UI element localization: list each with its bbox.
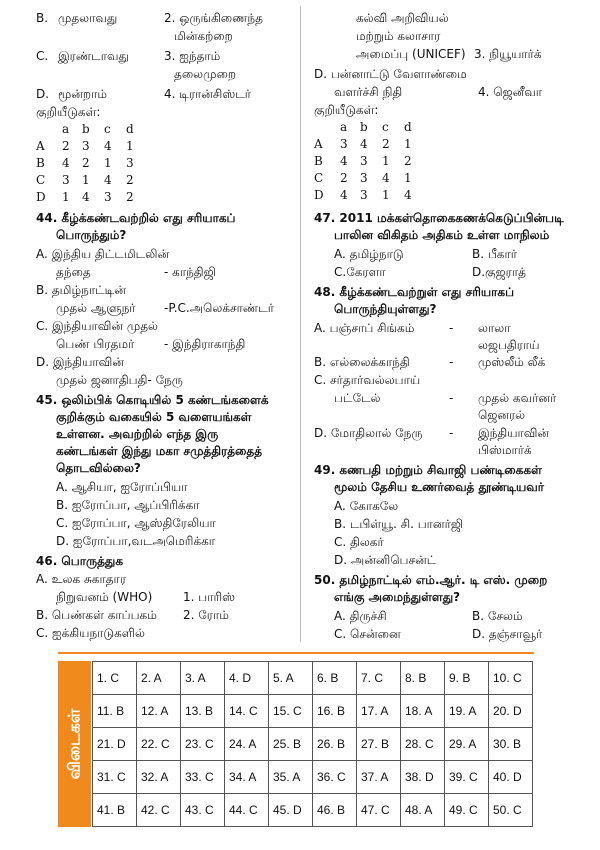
codes-cell: 4 bbox=[404, 188, 412, 202]
answer-cell: 41. B bbox=[93, 794, 137, 827]
option-c-match: முதல் கவர்னர் bbox=[478, 391, 557, 405]
answer-cell: 3. A bbox=[181, 662, 225, 695]
answer-cell: 1. C bbox=[93, 662, 137, 695]
option-d: D. மோதிலால் நேரு bbox=[314, 426, 423, 440]
codes-cell: 1 bbox=[62, 190, 70, 204]
answer-cell: 40. D bbox=[489, 761, 533, 794]
answer-cell: 13. B bbox=[181, 695, 225, 728]
answer-key-rule bbox=[58, 652, 534, 654]
question-44-cont: பொருந்தும்? bbox=[56, 228, 127, 242]
answer-cell: 2. A bbox=[137, 662, 181, 695]
answer-cell: 16. B bbox=[313, 695, 357, 728]
answer-cell: 6. B bbox=[313, 662, 357, 695]
option-d-match: இந்தியாவின் bbox=[478, 426, 550, 440]
option-separator: - bbox=[449, 321, 454, 335]
option-match: மின்கற்றை bbox=[174, 29, 233, 43]
codes-cell: 4 bbox=[340, 188, 348, 202]
answer-cell: 35. A bbox=[269, 761, 313, 794]
codes-row-label: B bbox=[314, 154, 323, 168]
answer-cell: 20. D bbox=[489, 695, 533, 728]
option-b: B. பெண்கள் காப்பகம் bbox=[36, 608, 157, 622]
codes-cell: 1 bbox=[404, 137, 412, 151]
question-45-cont: கண்டங்கள் இந்து மகா சமுத்திரத்தைத் bbox=[56, 444, 263, 458]
codes-header: d bbox=[126, 122, 134, 136]
answer-cell: 36. C bbox=[313, 761, 357, 794]
codes-cell: 3 bbox=[360, 154, 368, 168]
codes-row-label: D bbox=[36, 190, 46, 204]
question-49: 49. கணபதி மற்றும் சிவாஜி பண்டிகைகள் bbox=[314, 463, 542, 477]
codes-cell: 1 bbox=[104, 156, 112, 170]
question-45-cont: குறிக்கும் வகையில் 5 வளையங்கள் bbox=[56, 410, 252, 424]
codes-cell: 1 bbox=[382, 154, 390, 168]
question-50-cont: எங்கு அமைந்துள்ளது? bbox=[334, 590, 461, 604]
option-c: C. ஐக்கியநாடுகளில் bbox=[36, 626, 146, 640]
option-d: D. பன்னாட்டு வேளாண்மை bbox=[314, 67, 467, 81]
option-a-match: லாலா bbox=[478, 321, 511, 335]
answer-cell: 26. B bbox=[313, 728, 357, 761]
question-46: 46. பொருத்துக bbox=[36, 554, 123, 568]
option-separator: - bbox=[449, 355, 454, 369]
option-b-match: -P.C.அலெக்சாண்டர் bbox=[164, 301, 275, 315]
codes-cell: 3 bbox=[360, 171, 368, 185]
codes-header: c bbox=[104, 122, 111, 136]
option-match: 3. ஐந்தாம் bbox=[164, 49, 221, 63]
option-a: A. கோகலே bbox=[334, 499, 399, 513]
codes-header: a bbox=[62, 122, 70, 136]
option-b: B. தமிழ்நாட்டின் bbox=[36, 283, 126, 297]
codes-row-label: A bbox=[36, 139, 45, 153]
answer-cell: 4. D bbox=[225, 662, 269, 695]
answer-cell: 14. C bbox=[225, 695, 269, 728]
codes-cell: 1 bbox=[404, 171, 412, 185]
codes-header: b bbox=[82, 122, 90, 136]
codes-cell: 2 bbox=[82, 156, 90, 170]
option-c: C. திலகர் bbox=[334, 535, 384, 549]
codes-cell: 2 bbox=[404, 154, 412, 168]
answer-cell: 39. C bbox=[445, 761, 489, 794]
codes-row-label: C bbox=[36, 173, 46, 187]
codes-row-label: C bbox=[314, 171, 324, 185]
question-44: 44. கீழ்க்கண்டவற்றில் எது சரியாகப் bbox=[36, 211, 236, 225]
answer-key bbox=[58, 652, 536, 835]
option-a: A. பஞ்சாப் சிங்கம் bbox=[314, 321, 415, 335]
option-a: A. உலக சுகாதார bbox=[36, 572, 127, 586]
codes-cell: 3 bbox=[126, 156, 134, 170]
question-50: 50. தமிழ்நாட்டில் எம்.ஆர். டி எஸ். முறை bbox=[314, 573, 548, 587]
codes-cell: 3 bbox=[360, 188, 368, 202]
option-b-cont: முதல் ஆளுநர் bbox=[56, 301, 136, 315]
answer-cell: 17. A bbox=[357, 695, 401, 728]
answer-cell: 27. B bbox=[357, 728, 401, 761]
option-d: D.குஜராத் bbox=[472, 265, 526, 279]
option-a: A. திருச்சி bbox=[334, 609, 387, 623]
answer-row bbox=[93, 794, 533, 827]
option-a-cont: நிறுவனம் (WHO) bbox=[56, 590, 153, 604]
option-c: C. சென்னை bbox=[334, 627, 401, 641]
option-c-cont: பட்டேல் bbox=[334, 391, 381, 405]
question-45-cont: உள்ளன. அவற்றில் எந்த இரு bbox=[56, 427, 219, 441]
question-47-cont: பாலின விகிதம் அதிகம் உள்ள மாநிலம் bbox=[334, 228, 550, 242]
answer-cell: 44. C bbox=[225, 794, 269, 827]
codes-cell: 4 bbox=[104, 139, 112, 153]
option-d: D. இந்தியாவின் bbox=[36, 355, 124, 369]
codes-cell: 2 bbox=[340, 171, 348, 185]
answer-cell: 38. D bbox=[401, 761, 445, 794]
option-c-match: 3. நியூயார்க் bbox=[474, 47, 542, 61]
codes-label: குறியீடுகள்: bbox=[314, 103, 379, 117]
answer-cell: 24. A bbox=[225, 728, 269, 761]
option-text: மூன்றாம் bbox=[58, 87, 108, 101]
codes-cell: 2 bbox=[126, 173, 134, 187]
codes-cell: 3 bbox=[62, 173, 70, 187]
option-a-match: லஜபதிராய் bbox=[478, 338, 540, 352]
option-a: A. தமிழ்நாடு bbox=[334, 247, 404, 261]
answer-cell: 30. B bbox=[489, 728, 533, 761]
question-48: 48. கீழ்க்கண்டவற்றுள் எது சரியாகப் bbox=[314, 285, 515, 299]
answer-key-title: விடைகள் bbox=[64, 708, 83, 780]
option-separator: - bbox=[449, 391, 454, 405]
question-47: 47. 2011 மக்கள்தொகைகணக்கெடுப்பின்படி bbox=[314, 211, 564, 225]
option-b: B. டபிள்யூ. சி. பானர்ஜி bbox=[334, 517, 464, 531]
option-b: B. ஐரோப்பா, ஆப்பிரிக்கா bbox=[56, 498, 200, 512]
option-b: B. சேலம் bbox=[472, 609, 523, 623]
codes-cell: 1 bbox=[126, 139, 134, 153]
option-a: A. இந்திய திட்டமிடலின் bbox=[36, 247, 170, 261]
answer-cell: 31. C bbox=[93, 761, 137, 794]
codes-cell: 2 bbox=[126, 190, 134, 204]
answer-cell: 11. B bbox=[93, 695, 137, 728]
option-c-cont: பெண் பிரதமர் bbox=[56, 337, 135, 351]
codes-cell: 4 bbox=[340, 154, 348, 168]
codes-row-label: A bbox=[314, 137, 323, 151]
option-c-match: - இந்திராகாந்தி bbox=[164, 337, 246, 351]
codes-header: d bbox=[404, 120, 412, 134]
answer-cell: 42. C bbox=[137, 794, 181, 827]
option-c: C.கேரளா bbox=[334, 265, 386, 279]
answer-cell: 5. A bbox=[269, 662, 313, 695]
answer-row bbox=[93, 662, 533, 695]
question-45: 45. ஒலிம்பிக் கொடியில் 5 கண்டங்களைக் bbox=[36, 393, 269, 407]
codes-cell: 2 bbox=[62, 139, 70, 153]
option-text: இரண்டாவது bbox=[58, 49, 129, 63]
option-a-match: - காந்திஜி bbox=[164, 265, 216, 279]
option-match: தலைமுறை bbox=[174, 67, 236, 81]
option-c-cont: கல்வி அறிவியல் bbox=[356, 11, 449, 25]
option-d: D. அன்னிபெசன்ட் bbox=[334, 553, 437, 567]
option-c: C. சர்தார்வல்லபாய் bbox=[314, 373, 421, 387]
option-b: B. எல்லைக்காந்தி bbox=[314, 355, 410, 369]
option-c-match: ஜெனரல் bbox=[478, 408, 526, 422]
answer-cell: 10. C bbox=[489, 662, 533, 695]
option-c: C. இந்தியாவின் முதல் bbox=[36, 319, 158, 333]
question-48-cont: பொருந்தியுள்ளது? bbox=[334, 302, 437, 316]
answer-cell: 25. B bbox=[269, 728, 313, 761]
option-a-cont: தந்தை bbox=[56, 265, 91, 279]
answer-cell: 29. A bbox=[445, 728, 489, 761]
codes-cell: 1 bbox=[382, 188, 390, 202]
option-label: B. bbox=[36, 11, 49, 25]
answer-cell: 15. C bbox=[269, 695, 313, 728]
answer-cell: 50. C bbox=[489, 794, 533, 827]
option-b-match: முஸ்லீம் லீக் bbox=[478, 355, 546, 369]
codes-cell: 4 bbox=[104, 173, 112, 187]
codes-cell: 4 bbox=[382, 171, 390, 185]
answer-cell: 19. A bbox=[445, 695, 489, 728]
answer-cell: 9. B bbox=[445, 662, 489, 695]
answer-cell: 8. B bbox=[401, 662, 445, 695]
answer-cell: 23. C bbox=[181, 728, 225, 761]
codes-header: c bbox=[382, 120, 389, 134]
answer-cell: 21. D bbox=[93, 728, 137, 761]
codes-cell: 3 bbox=[82, 139, 90, 153]
option-d-cont: முதல் ஜனாதிபதி- நேரு bbox=[56, 373, 183, 387]
codes-cell: 4 bbox=[82, 190, 90, 204]
option-d: D. தஞ்சாவூர் bbox=[472, 627, 543, 641]
codes-cell: 3 bbox=[104, 190, 112, 204]
option-c-cont: அமைப்பு (UNICEF) bbox=[356, 47, 466, 61]
codes-label: குறியீடுகள்: bbox=[36, 105, 101, 119]
option-d-match: 4. ஜெனீவா bbox=[478, 85, 543, 99]
option-b: B. பீகார் bbox=[472, 247, 518, 261]
codes-header: a bbox=[340, 120, 348, 134]
option-label: C. bbox=[36, 49, 49, 63]
codes-row-label: B bbox=[36, 156, 45, 170]
answer-key-side-banner bbox=[58, 661, 91, 827]
option-match: 2. ஒருங்கிணைந்த bbox=[164, 11, 263, 25]
option-text: முதலாவது bbox=[58, 11, 118, 25]
codes-cell: 3 bbox=[340, 137, 348, 151]
question-45-cont: தொடவில்லை? bbox=[56, 461, 141, 475]
answer-row bbox=[93, 728, 533, 761]
answer-cell: 33. C bbox=[181, 761, 225, 794]
option-d: D. ஐரோப்பா,வடஅமெரிக்கா bbox=[56, 534, 216, 548]
answer-cell: 49. C bbox=[445, 794, 489, 827]
codes-cell: 4 bbox=[360, 137, 368, 151]
answer-cell: 46. B bbox=[313, 794, 357, 827]
answer-cell: 37. A bbox=[357, 761, 401, 794]
answer-table bbox=[92, 661, 533, 827]
option-d-cont: வளர்ச்சி நிதி bbox=[334, 85, 403, 99]
codes-cell: 1 bbox=[82, 173, 90, 187]
option-separator: - bbox=[449, 426, 454, 440]
option-label: D. bbox=[36, 87, 50, 101]
option-match: 4. டிரான்சிஸ்டர் bbox=[164, 87, 252, 101]
answer-cell: 32. A bbox=[137, 761, 181, 794]
answer-cell: 7. C bbox=[357, 662, 401, 695]
codes-cell: 4 bbox=[62, 156, 70, 170]
answer-cell: 47. C bbox=[357, 794, 401, 827]
answer-cell: 43. C bbox=[181, 794, 225, 827]
answer-cell: 12. A bbox=[137, 695, 181, 728]
option-a: A. ஆசியா, ஐரோப்பியா bbox=[56, 480, 188, 494]
answer-cell: 28. C bbox=[401, 728, 445, 761]
option-b-match: 2. ரோம் bbox=[183, 608, 229, 622]
codes-cell: 2 bbox=[382, 137, 390, 151]
codes-row-label: D bbox=[314, 188, 324, 202]
answer-cell: 48. A bbox=[401, 794, 445, 827]
codes-header: b bbox=[360, 120, 368, 134]
option-a-match: 1. பாரிஸ் bbox=[183, 590, 235, 604]
answer-cell: 34. A bbox=[225, 761, 269, 794]
option-c: C. ஐரோப்பா, ஆஸ்திரேலியா bbox=[56, 516, 216, 530]
option-c-cont: மற்றும் கலாசார bbox=[356, 29, 441, 43]
option-d-match: பிஸ்மார்க் bbox=[478, 443, 532, 457]
column-divider bbox=[300, 6, 301, 642]
answer-cell: 18. A bbox=[401, 695, 445, 728]
answer-row bbox=[93, 761, 533, 794]
answer-cell: 22. C bbox=[137, 728, 181, 761]
answer-row bbox=[93, 695, 533, 728]
answer-cell: 45. D bbox=[269, 794, 313, 827]
question-49-cont: மூலம் தேசிய உணர்வைத் தூண்டியவர் bbox=[334, 480, 545, 494]
